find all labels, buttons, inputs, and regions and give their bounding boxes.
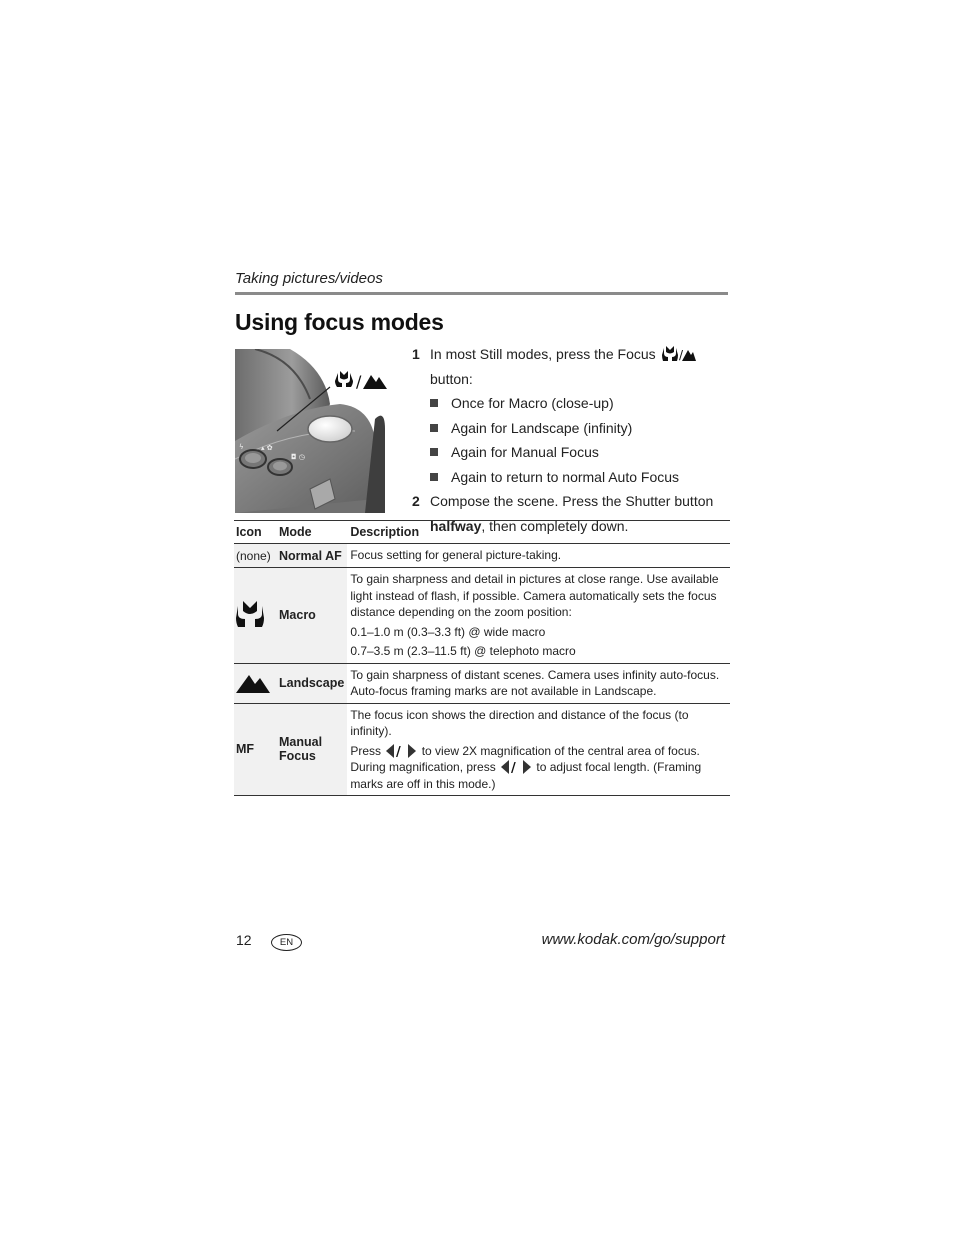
step-2-rest: , then completely down.	[481, 517, 629, 534]
bullet-text: Once for Macro (close-up)	[451, 395, 614, 411]
macro-landscape-icon	[662, 346, 696, 362]
manual-description-cell	[347, 703, 730, 796]
manual-mode-cell	[276, 703, 347, 796]
instruction-steps	[412, 342, 732, 538]
table-row	[234, 568, 730, 664]
list-item	[430, 391, 732, 416]
bullet-square-icon	[430, 473, 438, 481]
bullet-text: Again for Landscape (infinity)	[451, 419, 633, 436]
step-1-text: In most Still modes, press the Focus	[430, 346, 656, 362]
step-number: 1	[412, 346, 420, 362]
manual-description-2	[350, 743, 727, 793]
manual-description-3-rest: to adjust focal length. (Framing marks are off in this mode.)	[350, 760, 702, 791]
normal-icon-cell: (none)	[234, 544, 276, 568]
header-description: Description	[347, 521, 730, 544]
svg-text:/: /	[396, 744, 402, 758]
list-item	[430, 416, 732, 441]
step-1-bullets	[412, 391, 732, 489]
svg-text:/: /	[511, 761, 516, 774]
landscape-mode-cell: Landscape	[276, 663, 347, 703]
svg-text:◘ ◷: ◘ ◷	[291, 453, 305, 461]
bullet-text: Again for Manual Focus	[451, 444, 599, 460]
left-right-arrow-icon	[501, 760, 531, 774]
normal-description-cell: Focus setting for general picture-taking.	[347, 544, 730, 568]
section-header: Taking pictures/videos	[235, 270, 383, 287]
svg-text:ϟ: ϟ	[239, 443, 244, 451]
macro-tele-range: 0.7–3.5 m (2.3–11.5 ft) @ telephoto macro	[350, 644, 576, 658]
svg-text:/: /	[678, 348, 683, 362]
bullet-text: Again to return to normal Auto Focus	[451, 468, 680, 485]
manual-mode-line-2: Focus	[279, 749, 316, 764]
step-number: 2	[412, 493, 420, 509]
svg-text:▴ ✿: ▴ ✿	[261, 444, 273, 452]
macro-wide-range: 0.1–1.0 m (0.3–3.3 ft) @ wide macro	[350, 624, 546, 639]
table-row	[234, 663, 730, 703]
step-1	[412, 342, 732, 391]
list-item	[430, 440, 732, 465]
manual-description-1: The focus icon shows the direction and distance of the focus (to infinity).	[350, 707, 689, 738]
focus-modes-table	[234, 517, 730, 796]
macro-mode-cell: Macro	[276, 568, 347, 664]
header-icon: Icon	[234, 521, 276, 544]
manual-icon-cell: MF	[234, 703, 276, 796]
landscape-description-cell: To gain sharpness of distant scenes. Camera uses infinity auto-focus. Auto-focus framing marks are not available in Landscape.	[347, 663, 730, 703]
language-badge: EN	[271, 934, 302, 951]
page-number: 12	[236, 932, 252, 948]
normal-mode-cell: Normal AF	[276, 544, 347, 568]
step-2	[412, 489, 732, 514]
support-url: www.kodak.com/go/support	[541, 931, 725, 948]
macro-flower-icon	[236, 600, 264, 628]
header-rule	[235, 292, 728, 295]
bullet-square-icon	[430, 448, 438, 456]
header-mode: Mode	[276, 521, 347, 544]
macro-description: To gain sharpness and detail in pictures at close range. Use available light instead of flash, if possible. Camera automatically sets the focus distance depending on the zoom position:	[350, 572, 719, 619]
macro-description-cell	[347, 568, 730, 664]
table-row	[234, 544, 730, 568]
svg-text:/: /	[356, 372, 362, 391]
manual-press-label: Press	[350, 743, 381, 758]
landscape-icon-cell	[234, 663, 276, 703]
list-item	[430, 465, 732, 490]
manual-mode-line-1: Manual	[279, 735, 323, 750]
table-row	[234, 703, 730, 796]
manual-description-2-rest: to view 2X magnification of the central area of focus. During magnification, press	[350, 743, 700, 774]
bullet-square-icon	[430, 424, 438, 432]
page-title: Using focus modes	[235, 309, 444, 335]
left-right-arrow-icon	[386, 744, 416, 758]
camera-focus-button-illustration	[235, 349, 402, 513]
step-text	[430, 342, 732, 391]
bullet-square-icon	[430, 399, 438, 407]
macro-icon-cell	[234, 568, 276, 664]
step-2-bold: halfway	[430, 517, 482, 534]
step-1-text-end: button:	[430, 370, 473, 387]
landscape-mountain-icon	[236, 671, 270, 693]
step-2-text: Compose the scene. Press the Shutter button	[430, 493, 714, 509]
table-header-row	[234, 521, 730, 544]
